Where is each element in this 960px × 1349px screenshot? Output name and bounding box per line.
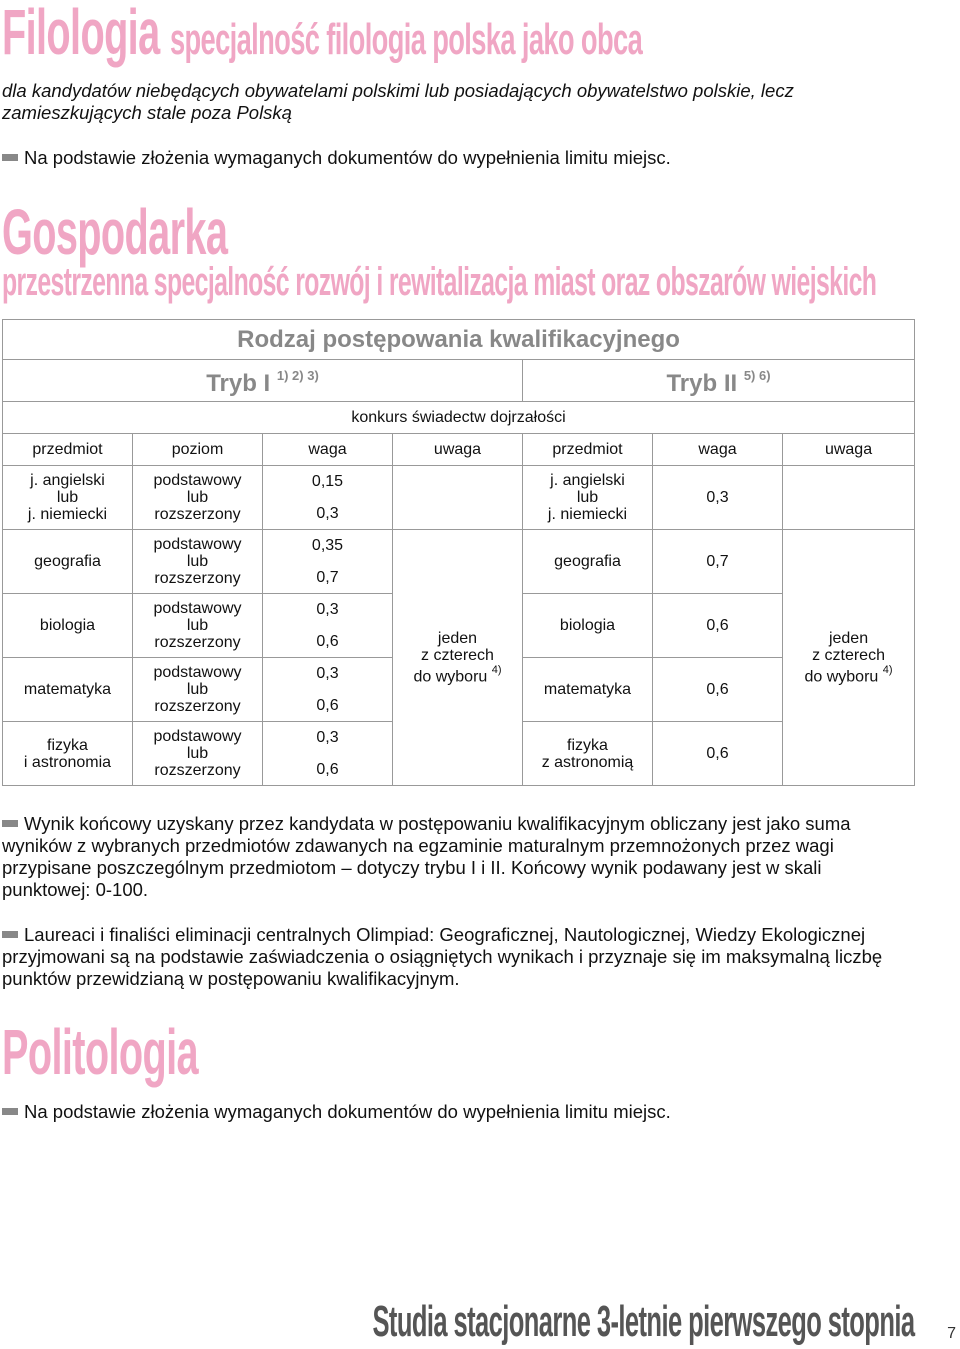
subject-line: i astronomia bbox=[23, 753, 112, 771]
bullet-icon bbox=[2, 820, 18, 827]
level-basic: podstawowy bbox=[153, 600, 242, 617]
col-header: uwaga bbox=[783, 434, 915, 466]
uwaga-text: do wyboru bbox=[804, 668, 879, 686]
col-header: waga bbox=[653, 434, 783, 466]
footer-label: Studia stacjonarne 3-letnie pierwszego stopnia bbox=[372, 1297, 914, 1346]
uwaga-footnote: 4) bbox=[491, 663, 502, 676]
konkurs-header: konkurs świadectw dojrzałości bbox=[3, 402, 915, 434]
tryb2-footnote: 5) 6) bbox=[743, 368, 771, 383]
tryb1-header bbox=[3, 360, 523, 402]
filologia-note bbox=[2, 147, 914, 169]
col-header: przedmiot bbox=[523, 434, 653, 466]
weight-basic: 0,3 bbox=[263, 658, 393, 690]
weight-basic: 0,35 bbox=[263, 530, 393, 562]
subject-line: lub bbox=[56, 489, 79, 506]
filologia-intro: dla kandydatów niebędących obywatelami polskimi lub posiadających obywatelstwo polskie, lecz zamieszkujących stale poza Polską bbox=[2, 80, 794, 123]
col-header: poziom bbox=[133, 434, 263, 466]
subject-line: fizyka bbox=[47, 736, 88, 754]
level-or: lub bbox=[186, 745, 209, 762]
uwaga-cell bbox=[393, 530, 523, 786]
tryb2-label: Tryb II bbox=[666, 370, 738, 397]
subject-line: j. niemiecki bbox=[547, 506, 628, 523]
main-header: Rodzaj postępowania kwalifikacyjnego bbox=[3, 320, 915, 360]
weight-basic: 0,3 bbox=[263, 722, 393, 754]
bullet-icon bbox=[2, 931, 18, 938]
tryb1-footnote: 1) 2) 3) bbox=[276, 368, 319, 383]
bullet-icon bbox=[2, 154, 18, 161]
filologia-heading bbox=[2, 0, 643, 68]
t2-subject-cell: geografia bbox=[523, 530, 653, 594]
uwaga-line: z czterech bbox=[812, 646, 885, 664]
level-or: lub bbox=[186, 489, 209, 506]
subject-cell bbox=[3, 466, 133, 530]
col-header: waga bbox=[263, 434, 393, 466]
t2-weight: 0,6 bbox=[653, 722, 783, 786]
weight-basic: 0,3 bbox=[263, 594, 393, 626]
level-ext: rozszerzony bbox=[154, 506, 241, 523]
uwaga-line: jeden bbox=[437, 629, 478, 647]
col-header: uwaga bbox=[393, 434, 523, 466]
subject-cell: matematyka bbox=[3, 658, 133, 722]
politologia-title: Politologia bbox=[2, 1016, 198, 1088]
filologia-title: Filologia bbox=[2, 0, 160, 68]
t2-uwaga-cell bbox=[783, 530, 915, 786]
politologia-note bbox=[2, 1101, 914, 1123]
weight-ext: 0,6 bbox=[263, 690, 393, 722]
level-or: lub bbox=[186, 617, 209, 634]
weight-ext: 0,6 bbox=[263, 754, 393, 786]
level-cell bbox=[133, 466, 263, 530]
level-ext: rozszerzony bbox=[154, 634, 241, 651]
bullet-icon bbox=[2, 1108, 18, 1115]
level-cell bbox=[133, 594, 263, 658]
t2-subject-cell: biologia bbox=[523, 594, 653, 658]
uwaga-line: jeden bbox=[828, 629, 869, 647]
t2-weight: 0,6 bbox=[653, 594, 783, 658]
tryb1-label: Tryb I bbox=[206, 370, 271, 397]
subject-line: j. niemiecki bbox=[27, 506, 108, 523]
level-ext: rozszerzony bbox=[154, 698, 241, 715]
note-wynik bbox=[2, 813, 914, 901]
note-wynik-text: Wynik końcowy uzyskany przez kandydata w postępowaniu kwalifikacyjnym obliczany jest jako suma wyników z wybranych przedmiotów zdawanych na egzaminie maturalnym przemnożonych przez wagi przypisane poszczególnym przedmiotom – dotyczy trybu I i II. Końcowy wynik podawany jest w skali punktowej: 0-100. bbox=[2, 813, 851, 900]
subject-cell: geografia bbox=[3, 530, 133, 594]
level-basic: podstawowy bbox=[153, 664, 242, 681]
uwaga-cell bbox=[393, 466, 523, 530]
subject-line: j. angielski bbox=[30, 472, 105, 489]
weight-ext: 0,7 bbox=[263, 562, 393, 594]
level-basic: podstawowy bbox=[153, 472, 242, 489]
level-or: lub bbox=[186, 681, 209, 698]
level-basic: podstawowy bbox=[153, 536, 242, 553]
level-ext: rozszerzony bbox=[154, 762, 241, 779]
tryb2-header bbox=[523, 360, 915, 402]
level-or: lub bbox=[186, 553, 209, 570]
t2-weight: 0,3 bbox=[653, 466, 783, 530]
uwaga-line: z czterech bbox=[421, 646, 494, 664]
t2-weight: 0,7 bbox=[653, 530, 783, 594]
politologia-note-text: Na podstawie złożenia wymaganych dokumentów do wypełnienia limitu miejsc. bbox=[24, 1101, 671, 1122]
level-ext: rozszerzony bbox=[154, 570, 241, 587]
t2-weight: 0,6 bbox=[653, 658, 783, 722]
level-cell bbox=[133, 658, 263, 722]
weight-basic: 0,15 bbox=[263, 466, 393, 498]
subject-cell bbox=[3, 722, 133, 786]
subject-line: j. angielski bbox=[550, 472, 625, 489]
page-number: 7 bbox=[947, 1325, 956, 1342]
uwaga-footnote: 4) bbox=[882, 663, 893, 676]
filologia-note-text: Na podstawie złożenia wymaganych dokumentów do wypełnienia limitu miejsc. bbox=[24, 147, 671, 168]
uwaga-line bbox=[393, 664, 522, 685]
filologia-subtitle: specjalność filologia polska jako obca bbox=[169, 15, 643, 64]
gospodarka-title: Gospodarka bbox=[2, 196, 228, 268]
note-laureaci bbox=[2, 924, 914, 990]
t2-subject-cell bbox=[523, 466, 653, 530]
t2-uwaga-cell bbox=[783, 466, 915, 530]
subject-cell: biologia bbox=[3, 594, 133, 658]
weight-ext: 0,6 bbox=[263, 626, 393, 658]
note-laureaci-text: Laureaci i finaliści eliminacji centralnych Olimpiad: Geograficznej, Nautologicznej, Wiedzy Ekologicznej przyjmowani są na podstawie zaświadczenia o osiągniętych wynikach i przyznaje się im maksymalną liczbę punktów przewidzianą w postępowaniu kwalifikacyjnym. bbox=[2, 924, 883, 989]
subject-line: fizyka bbox=[567, 736, 608, 754]
level-basic: podstawowy bbox=[153, 728, 242, 745]
subject-line: z astronomią bbox=[541, 753, 634, 771]
t2-subject-cell bbox=[523, 722, 653, 786]
kwalifikacja-table bbox=[2, 319, 915, 786]
weight-ext: 0,3 bbox=[263, 498, 393, 530]
subject-line: lub bbox=[576, 489, 599, 506]
level-cell bbox=[133, 722, 263, 786]
gospodarka-subtitle: przestrzenna specjalność rozwój i rewitalizacja miast oraz obszarów wiejskich bbox=[2, 260, 877, 304]
t2-subject-cell: matematyka bbox=[523, 658, 653, 722]
uwaga-text: do wyboru bbox=[413, 668, 488, 686]
level-cell bbox=[133, 530, 263, 594]
col-header: przedmiot bbox=[3, 434, 133, 466]
uwaga-line bbox=[783, 664, 914, 685]
